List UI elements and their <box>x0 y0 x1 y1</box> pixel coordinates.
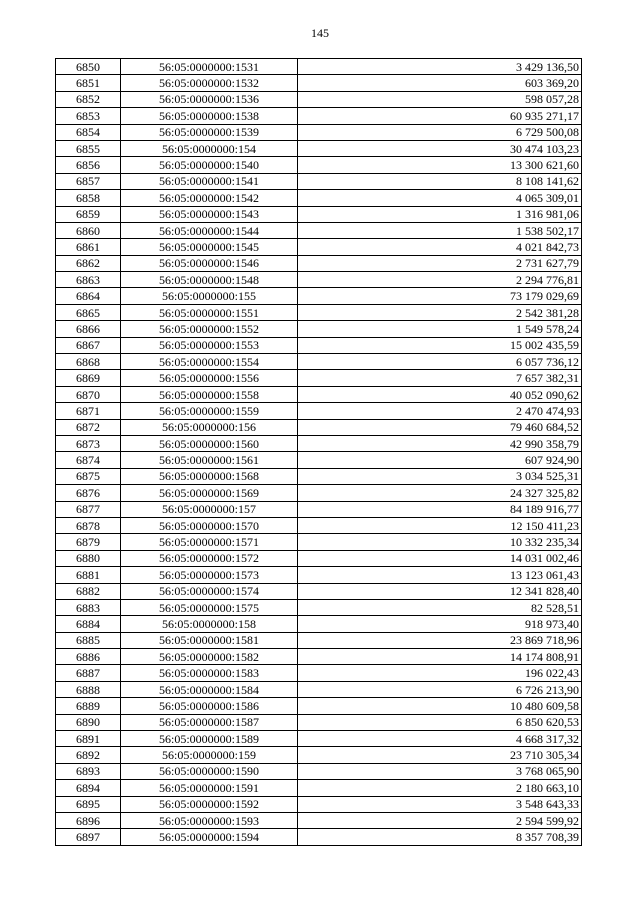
table-row <box>56 829 582 845</box>
cadastral-number-cell: 56:05:0000000:1574 <box>121 583 298 599</box>
table-row <box>56 665 582 681</box>
cadastral-number-cell: 56:05:0000000:1587 <box>121 714 298 730</box>
cadastral-number-cell: 56:05:0000000:1531 <box>121 59 298 75</box>
row-number-cell: 6863 <box>56 272 121 288</box>
cadastral-number-cell: 56:05:0000000:1575 <box>121 599 298 615</box>
table-row <box>56 370 582 386</box>
row-number-cell: 6891 <box>56 731 121 747</box>
cadastral-number-cell: 56:05:0000000:1594 <box>121 829 298 845</box>
row-number-cell: 6852 <box>56 91 121 107</box>
cadastral-number-cell: 56:05:0000000:1561 <box>121 452 298 468</box>
value-cell: 918 973,40 <box>298 616 582 632</box>
row-number-cell: 6875 <box>56 468 121 484</box>
cadastral-number-cell: 56:05:0000000:154 <box>121 140 298 156</box>
table-row <box>56 157 582 173</box>
value-cell: 8 108 141,62 <box>298 173 582 189</box>
value-cell: 8 357 708,39 <box>298 829 582 845</box>
value-cell: 598 057,28 <box>298 91 582 107</box>
row-number-cell: 6888 <box>56 681 121 697</box>
table-row <box>56 649 582 665</box>
row-number-cell: 6860 <box>56 222 121 238</box>
row-number-cell: 6878 <box>56 517 121 533</box>
value-cell: 1 538 502,17 <box>298 222 582 238</box>
cadastral-number-cell: 56:05:0000000:1568 <box>121 468 298 484</box>
value-cell: 1 316 981,06 <box>298 206 582 222</box>
row-number-cell: 6895 <box>56 796 121 812</box>
cadastral-value-table <box>55 58 582 846</box>
value-cell: 42 990 358,79 <box>298 435 582 451</box>
row-number-cell: 6892 <box>56 747 121 763</box>
value-cell: 15 002 435,59 <box>298 337 582 353</box>
cadastral-number-cell: 56:05:0000000:1543 <box>121 206 298 222</box>
cadastral-number-cell: 56:05:0000000:158 <box>121 616 298 632</box>
cadastral-number-cell: 56:05:0000000:1589 <box>121 731 298 747</box>
row-number-cell: 6870 <box>56 386 121 402</box>
table-row <box>56 288 582 304</box>
row-number-cell: 6855 <box>56 140 121 156</box>
table-row <box>56 403 582 419</box>
table-row <box>56 173 582 189</box>
row-number-cell: 6856 <box>56 157 121 173</box>
table-row <box>56 747 582 763</box>
value-cell: 3 768 065,90 <box>298 763 582 779</box>
value-cell: 4 021 842,73 <box>298 239 582 255</box>
row-number-cell: 6868 <box>56 354 121 370</box>
table-row <box>56 91 582 107</box>
page-number: 145 <box>311 26 329 40</box>
value-cell: 40 052 090,62 <box>298 386 582 402</box>
row-number-cell: 6887 <box>56 665 121 681</box>
cadastral-number-cell: 56:05:0000000:1593 <box>121 812 298 828</box>
value-cell: 23 710 305,34 <box>298 747 582 763</box>
table-row <box>56 354 582 370</box>
row-number-cell: 6867 <box>56 337 121 353</box>
cadastral-number-cell: 56:05:0000000:1545 <box>121 239 298 255</box>
cadastral-number-cell: 56:05:0000000:1542 <box>121 190 298 206</box>
cadastral-number-cell: 56:05:0000000:1532 <box>121 75 298 91</box>
table-row <box>56 468 582 484</box>
row-number-cell: 6858 <box>56 190 121 206</box>
table-row <box>56 321 582 337</box>
value-cell: 6 850 620,53 <box>298 714 582 730</box>
value-cell: 73 179 029,69 <box>298 288 582 304</box>
value-cell: 4 668 317,32 <box>298 731 582 747</box>
table-row <box>56 108 582 124</box>
table-row <box>56 272 582 288</box>
cadastral-number-cell: 56:05:0000000:1538 <box>121 108 298 124</box>
cadastral-number-cell: 56:05:0000000:1583 <box>121 665 298 681</box>
value-cell: 3 429 136,50 <box>298 59 582 75</box>
cadastral-number-cell: 56:05:0000000:1591 <box>121 780 298 796</box>
table-row <box>56 140 582 156</box>
table-row <box>56 419 582 435</box>
row-number-cell: 6853 <box>56 108 121 124</box>
table-row <box>56 124 582 140</box>
value-cell: 6 057 736,12 <box>298 354 582 370</box>
value-cell: 196 022,43 <box>298 665 582 681</box>
table-row <box>56 517 582 533</box>
cadastral-number-cell: 56:05:0000000:1584 <box>121 681 298 697</box>
row-number-cell: 6882 <box>56 583 121 599</box>
row-number-cell: 6861 <box>56 239 121 255</box>
value-cell: 13 300 621,60 <box>298 157 582 173</box>
table-row <box>56 583 582 599</box>
cadastral-number-cell: 56:05:0000000:1560 <box>121 435 298 451</box>
value-cell: 2 731 627,79 <box>298 255 582 271</box>
cadastral-number-cell: 56:05:0000000:1551 <box>121 304 298 320</box>
table-row <box>56 190 582 206</box>
cadastral-number-cell: 56:05:0000000:1552 <box>121 321 298 337</box>
table-row <box>56 501 582 517</box>
row-number-cell: 6881 <box>56 567 121 583</box>
table-row <box>56 698 582 714</box>
table-body <box>56 59 582 846</box>
cadastral-number-cell: 56:05:0000000:1571 <box>121 534 298 550</box>
row-number-cell: 6857 <box>56 173 121 189</box>
table-row <box>56 337 582 353</box>
row-number-cell: 6890 <box>56 714 121 730</box>
value-cell: 12 341 828,40 <box>298 583 582 599</box>
row-number-cell: 6866 <box>56 321 121 337</box>
value-cell: 82 528,51 <box>298 599 582 615</box>
row-number-cell: 6884 <box>56 616 121 632</box>
table-row <box>56 550 582 566</box>
cadastral-number-cell: 56:05:0000000:1536 <box>121 91 298 107</box>
row-number-cell: 6872 <box>56 419 121 435</box>
row-number-cell: 6862 <box>56 255 121 271</box>
row-number-cell: 6897 <box>56 829 121 845</box>
cadastral-number-cell: 56:05:0000000:1558 <box>121 386 298 402</box>
table-row <box>56 534 582 550</box>
row-number-cell: 6854 <box>56 124 121 140</box>
value-cell: 4 065 309,01 <box>298 190 582 206</box>
table-row <box>56 567 582 583</box>
row-number-cell: 6873 <box>56 435 121 451</box>
cadastral-number-cell: 56:05:0000000:1548 <box>121 272 298 288</box>
row-number-cell: 6879 <box>56 534 121 550</box>
table-row <box>56 435 582 451</box>
cadastral-number-cell: 56:05:0000000:1556 <box>121 370 298 386</box>
table-row <box>56 75 582 91</box>
table-row <box>56 386 582 402</box>
cadastral-number-cell: 56:05:0000000:156 <box>121 419 298 435</box>
cadastral-number-cell: 56:05:0000000:1592 <box>121 796 298 812</box>
table-row <box>56 255 582 271</box>
row-number-cell: 6869 <box>56 370 121 386</box>
row-number-cell: 6889 <box>56 698 121 714</box>
value-cell: 2 180 663,10 <box>298 780 582 796</box>
value-cell: 60 935 271,17 <box>298 108 582 124</box>
table-row <box>56 681 582 697</box>
cadastral-number-cell: 56:05:0000000:1582 <box>121 649 298 665</box>
table-row <box>56 599 582 615</box>
value-cell: 14 031 002,46 <box>298 550 582 566</box>
row-number-cell: 6851 <box>56 75 121 91</box>
row-number-cell: 6896 <box>56 812 121 828</box>
value-cell: 23 869 718,96 <box>298 632 582 648</box>
value-cell: 603 369,20 <box>298 75 582 91</box>
cadastral-number-cell: 56:05:0000000:1539 <box>121 124 298 140</box>
cadastral-number-cell: 56:05:0000000:1541 <box>121 173 298 189</box>
value-cell: 2 542 381,28 <box>298 304 582 320</box>
cadastral-number-cell: 56:05:0000000:1554 <box>121 354 298 370</box>
cadastral-number-cell: 56:05:0000000:1570 <box>121 517 298 533</box>
value-cell: 7 657 382,31 <box>298 370 582 386</box>
row-number-cell: 6880 <box>56 550 121 566</box>
row-number-cell: 6850 <box>56 59 121 75</box>
cadastral-number-cell: 56:05:0000000:155 <box>121 288 298 304</box>
cadastral-number-cell: 56:05:0000000:1573 <box>121 567 298 583</box>
table-row <box>56 731 582 747</box>
row-number-cell: 6894 <box>56 780 121 796</box>
cadastral-number-cell: 56:05:0000000:1553 <box>121 337 298 353</box>
row-number-cell: 6886 <box>56 649 121 665</box>
table-row <box>56 812 582 828</box>
cadastral-number-cell: 56:05:0000000:157 <box>121 501 298 517</box>
value-cell: 6 729 500,08 <box>298 124 582 140</box>
row-number-cell: 6865 <box>56 304 121 320</box>
value-cell: 2 470 474,93 <box>298 403 582 419</box>
table-row <box>56 780 582 796</box>
value-cell: 10 332 235,34 <box>298 534 582 550</box>
value-cell: 24 327 325,82 <box>298 485 582 501</box>
cadastral-number-cell: 56:05:0000000:1586 <box>121 698 298 714</box>
cadastral-number-cell: 56:05:0000000:1540 <box>121 157 298 173</box>
table-row <box>56 239 582 255</box>
table-row <box>56 452 582 468</box>
table-row <box>56 304 582 320</box>
table-row <box>56 59 582 75</box>
cadastral-number-cell: 56:05:0000000:1546 <box>121 255 298 271</box>
value-cell: 2 594 599,92 <box>298 812 582 828</box>
cadastral-number-cell: 56:05:0000000:1544 <box>121 222 298 238</box>
table-row <box>56 222 582 238</box>
table-row <box>56 763 582 779</box>
row-number-cell: 6871 <box>56 403 121 419</box>
table-row <box>56 616 582 632</box>
value-cell: 84 189 916,77 <box>298 501 582 517</box>
table-row <box>56 714 582 730</box>
cadastral-number-cell: 56:05:0000000:1559 <box>121 403 298 419</box>
value-cell: 14 174 808,91 <box>298 649 582 665</box>
row-number-cell: 6864 <box>56 288 121 304</box>
value-cell: 1 549 578,24 <box>298 321 582 337</box>
value-cell: 13 123 061,43 <box>298 567 582 583</box>
value-cell: 30 474 103,23 <box>298 140 582 156</box>
row-number-cell: 6883 <box>56 599 121 615</box>
row-number-cell: 6876 <box>56 485 121 501</box>
row-number-cell: 6859 <box>56 206 121 222</box>
value-cell: 2 294 776,81 <box>298 272 582 288</box>
table-row <box>56 206 582 222</box>
cadastral-number-cell: 56:05:0000000:1590 <box>121 763 298 779</box>
table-row <box>56 632 582 648</box>
cadastral-number-cell: 56:05:0000000:1572 <box>121 550 298 566</box>
row-number-cell: 6877 <box>56 501 121 517</box>
table-row <box>56 796 582 812</box>
value-cell: 12 150 411,23 <box>298 517 582 533</box>
value-cell: 10 480 609,58 <box>298 698 582 714</box>
cadastral-number-cell: 56:05:0000000:1569 <box>121 485 298 501</box>
value-cell: 3 034 525,31 <box>298 468 582 484</box>
cadastral-number-cell: 56:05:0000000:1581 <box>121 632 298 648</box>
value-cell: 607 924,90 <box>298 452 582 468</box>
value-cell: 79 460 684,52 <box>298 419 582 435</box>
row-number-cell: 6874 <box>56 452 121 468</box>
cadastral-number-cell: 56:05:0000000:159 <box>121 747 298 763</box>
row-number-cell: 6893 <box>56 763 121 779</box>
table-row <box>56 485 582 501</box>
value-cell: 6 726 213,90 <box>298 681 582 697</box>
value-cell: 3 548 643,33 <box>298 796 582 812</box>
row-number-cell: 6885 <box>56 632 121 648</box>
